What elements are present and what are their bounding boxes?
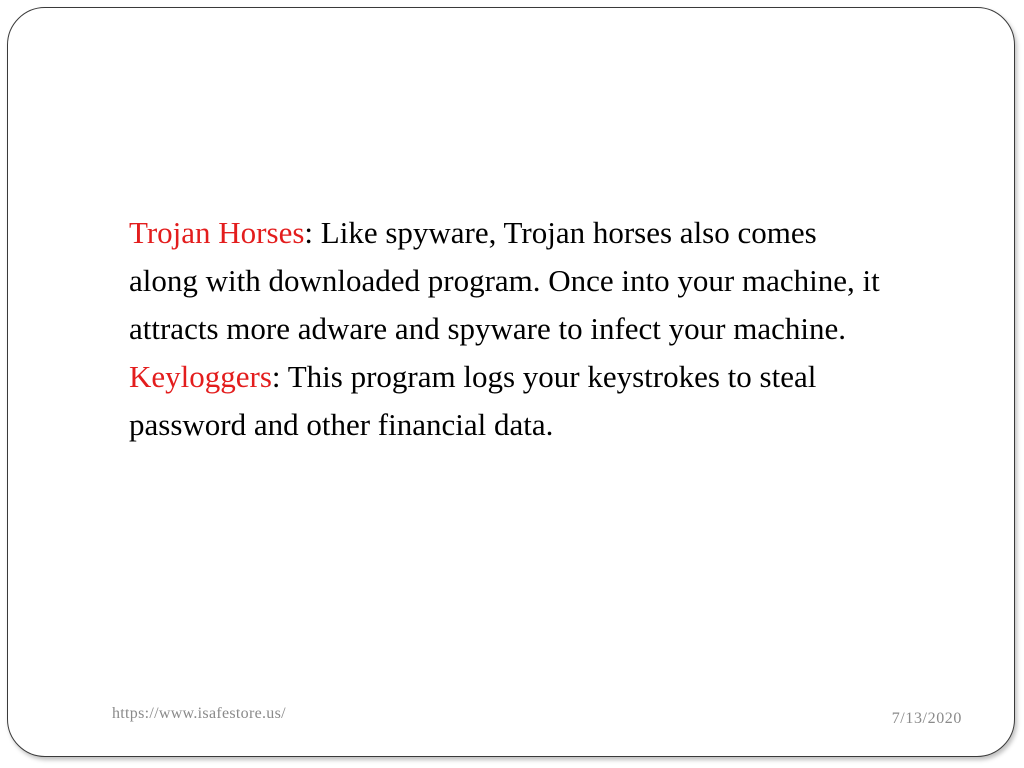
- term-trojan-horses: Trojan Horses: [129, 215, 305, 250]
- term-separator: :: [271, 359, 288, 394]
- term-keyloggers: Keyloggers: [129, 359, 272, 394]
- slide-frame: [7, 7, 1015, 757]
- keyloggers-description: This program logs your keystrokes to steal password and other financial data.: [129, 359, 817, 442]
- trojan-horses-description: Like spyware, Trojan horses also comes along with downloaded program. Once into your machine, it attracts more adware and spyware to infect your machine.: [129, 215, 880, 346]
- footer-date: 7/13/2020: [891, 710, 962, 727]
- term-separator: :: [304, 215, 321, 250]
- slide-body-text: [129, 209, 889, 449]
- footer-url-link[interactable]: https://www.isafestore.us/: [112, 705, 286, 722]
